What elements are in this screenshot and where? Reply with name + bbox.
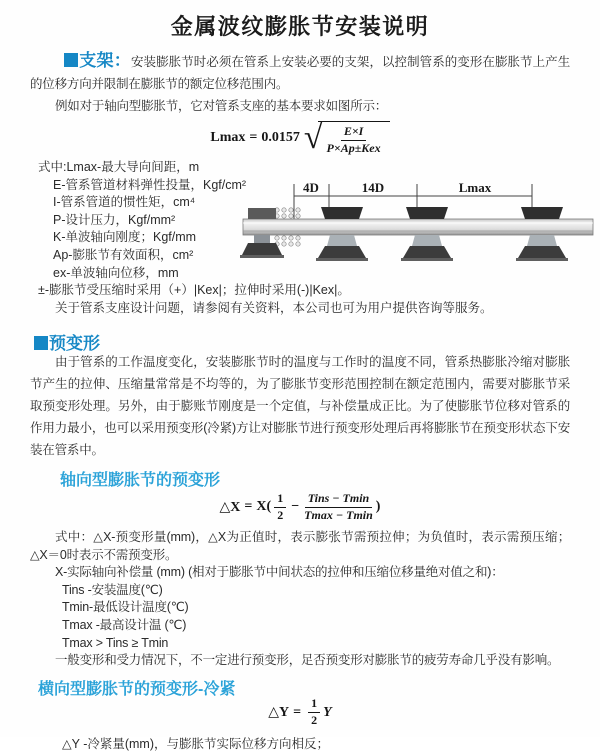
formula-delta-y [30, 698, 570, 728]
axial-note-line: 一般变形和受力情况下，不一定进行预变形，足否预变形对膨胀节的疲劳寿命几乎没有影响。 [55, 653, 560, 668]
formula-lmax-denominator: P×Ap±Kex [326, 140, 381, 155]
formula-lmax-fraction [327, 125, 381, 156]
formula-dy-rhs: Y [323, 704, 332, 720]
preform-body-paragraph: 由于管系的工作温度变化，安装膨胀节时的温度与工作时的温度不同，管系热膨胀冷缩对膨胀节产生的拉伸、压缩量常常是不均等的，为了膨胀节变形范围控制在额定范围内，需要对膨胀节采取预变形处理。另外，由于膨账节刚度是一个定值，与补偿量成正比。为了使膨胀节位移对管系的作用力最小，也可以采用预变形(冷紧)方让对膨胀节进行预变形处理后再将膨胀节在预变形状态下安装在管系中。 [30, 355, 570, 457]
formula-dy-half-fraction [308, 697, 320, 728]
formula-dx-close-paren: ) [375, 499, 381, 514]
formula-dx-half-fraction [274, 492, 286, 523]
support-intro-paragraph [30, 50, 570, 95]
formula-dy-equals: = [293, 704, 302, 720]
dim-label-4d: 4D [303, 180, 319, 195]
section-bullet-icon [64, 53, 78, 67]
lateral-preform-heading: 横向型膨胀节的预变形-冷紧 [38, 680, 236, 698]
formula-dx-temp-fraction [304, 492, 373, 523]
formula-dx-equals: = [244, 499, 253, 514]
definitions-block [30, 159, 570, 319]
definition-line: E-管系管道材料弹性投量，Kgf/cm² [53, 177, 247, 192]
formula-dx-x: X( [256, 499, 272, 514]
definition-line: P-设计压力，Kgf/mm² [53, 212, 176, 227]
axial-notes-block [30, 529, 570, 670]
formula-lmax-lhs: Lmax [210, 130, 246, 145]
support-example-line: 例如对于轴向型膨胀节，它对管系支座的基本要求如图所示： [55, 99, 388, 113]
axial-note-line: 式中：△X-预变形量(mm)，△X为正值时，表示膨张节需预拉伸；为负值时，表示需预压缩；△X＝0时表示不需预变形。 [30, 530, 570, 562]
definition-line: 式中:Lmax-最大导向间距，m [38, 160, 200, 174]
section-preform-heading [34, 329, 570, 351]
formula-lmax-coef: 0.0157 [261, 130, 300, 145]
dim-label-14d: 14D [361, 180, 385, 195]
section-bullet-icon [34, 336, 48, 350]
axial-note-line: X-实际轴向补偿量 (mm) (相对于膨胀节中间状态的拉伸和压缩位移量绝对值之和)： [55, 565, 504, 580]
formula-dy-lhs: △Y [268, 705, 290, 721]
lateral-note-line: △Y -冷紧量(mm)，与膨胀节实际位移方向相反； [62, 736, 330, 751]
formula-dx-temp-num: Tins − Tmin [305, 492, 373, 508]
formula-lmax-radicand [318, 121, 390, 156]
page-title: 金属波纹膨胀节安装说明 [170, 14, 430, 39]
formula-dy-num: 1 [308, 697, 320, 713]
formula-dx-temp-den: Tmax − Tmin [304, 507, 373, 522]
support-intro-text: 安装膨胀节时必须在管系上安装必要的支架，以控制管系的变形在膨胀节上产生的位移方向并限制在膨胀节的额定位移范围内。 [30, 55, 570, 91]
formula-dx-half-num: 1 [274, 492, 286, 508]
support-heading-label: 支架： [79, 51, 131, 70]
definition-line: 关于管系支座设计问题，请参阅有关资料，本公司也可为用户提供咨询等服务。 [55, 300, 493, 315]
formula-dx-lhs: △X [219, 499, 241, 515]
definition-line: Ap-膨胀节有效面积，cm² [53, 247, 194, 262]
axial-note-line: Tins -安装温度(℃) [62, 582, 163, 597]
preform-heading-label: 预变形 [49, 334, 100, 353]
definition-line: I-管系管道的惯性矩，cm⁴ [53, 195, 196, 210]
axial-preform-heading: 轴向型膨胀节的预变形 [60, 472, 221, 489]
definition-line: K-单波轴向刚度；Kgf/mm [53, 230, 197, 245]
radical-icon: √ [303, 119, 323, 156]
axial-note-line: Tmax -最高设计温 (℃) [62, 617, 187, 632]
formula-lmax [30, 119, 570, 157]
axial-note-line: Tmin-最低设计温度(℃) [62, 600, 189, 615]
formula-lmax-equals: = [249, 130, 258, 145]
formula-dx-minus: − [291, 499, 300, 514]
axial-note-line: Tmax > Tins ≥ Tmin [62, 635, 169, 650]
page-content [0, 50, 600, 752]
pipe-support-diagram [235, 177, 600, 277]
pipe [243, 219, 593, 235]
formula-lmax-numerator: E×I [341, 125, 367, 141]
formula-dy-den: 2 [311, 713, 318, 728]
formula-delta-x [30, 489, 570, 525]
definition-line: ex-单波轴向位移，mm [53, 265, 179, 280]
formula-dx-half-den: 2 [277, 507, 284, 522]
section-support-heading [64, 51, 131, 70]
dim-label-lmax: Lmax [458, 180, 492, 195]
definition-line: ±-膨胀节受压缩时采用（+）|Kex|；拉伸时采用(-)|Kex|。 [38, 283, 350, 298]
